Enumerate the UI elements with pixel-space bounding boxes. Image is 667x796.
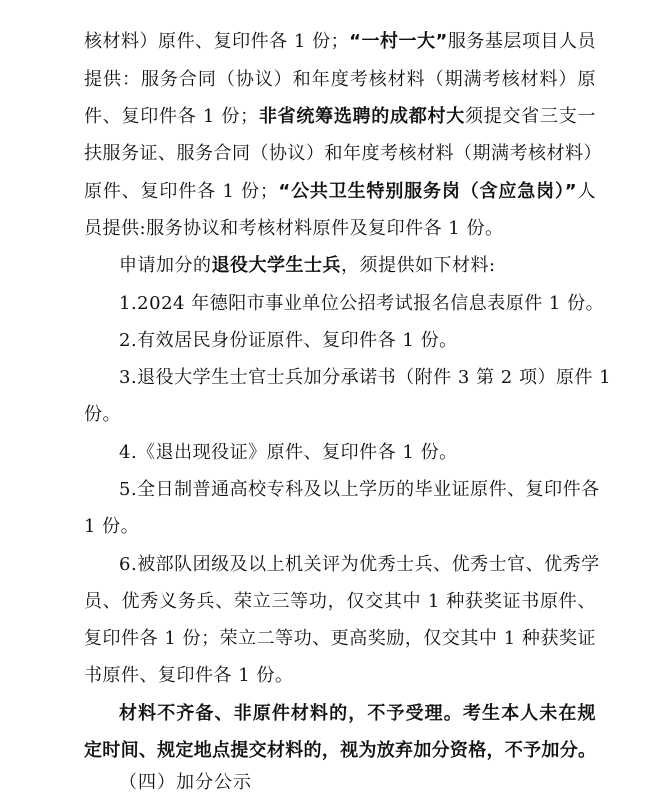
supplement-line-1 (84, 29, 596, 55)
item-6-line-2: 员、优秀义务兵、荣立三等功，仅交其中 1 种获奖证书原件、 (84, 591, 596, 612)
item-3-line-1: 3.退役大学生士官士兵加分承诺书（附件 3 第 2 项）原件 1 (119, 367, 612, 388)
supplement-line-2: 提供：服务合同（协议）和年度考核材料（期满考核材料）原 (84, 69, 596, 90)
item-1: 1.2024 年德阳市事业单位公招考试报名信息表原件 1 份。 (119, 293, 605, 314)
item-6-line-4: 书原件、复印件各 1 份。 (84, 665, 294, 686)
item-6-line-1: 6.被部队团级及以上机关评为优秀士兵、优秀士官、优秀学 (119, 554, 600, 575)
item-6-line-3: 复印件各 1 份；荣立二等功、更高奖励，仅交其中 1 种获奖证 (84, 628, 596, 649)
warning-line-2: 定时间、规定地点提交材料的，视为放弃加分资格，不予加分。 (84, 740, 596, 761)
text-segment: 须提交省三支一 (465, 106, 596, 127)
item-3-line-2: 份。 (84, 404, 121, 425)
warning-line-1: 材料不齐备、非原件材料的，不予受理。考生本人未在规 (119, 703, 596, 724)
item-2: 2.有效居民身份证原件、复印件各 1 份。 (119, 330, 458, 351)
section-heading: （四）加分公示 (119, 772, 252, 793)
text-segment: 人 (577, 181, 596, 202)
item-4: 4.《退出现役证》原件、复印件各 1 份。 (119, 442, 458, 463)
item-5-line-1: 5.全日制普通高校专科及以上学历的毕业证原件、复印件各 (119, 479, 600, 500)
bold-term-veteran-student-soldier: 退役大学生士兵 (211, 255, 341, 276)
bold-term-chengdu-village-graduate: 非省统筹选聘的成都村大 (258, 106, 466, 127)
veteran-intro (119, 253, 596, 279)
text-segment: 核材料）原件、复印件各 1 份； (84, 31, 350, 52)
bold-term-public-health-post: “公共卫生特别服务岗（含应急岗）” (278, 181, 578, 202)
bold-term-village-graduate: “一村一大” (349, 31, 448, 52)
supplement-line-4: 扶服务证、服务合同（协议）和年度考核材料（期满考核材料） (84, 143, 602, 164)
text-segment: 原件、复印件各 1 份； (84, 181, 279, 202)
text-segment: ，须提供如下材料: (341, 255, 496, 276)
item-5-line-2: 1 份。 (84, 516, 140, 537)
supplement-line-5 (84, 179, 596, 205)
text-segment: 申请加分的 (119, 255, 212, 276)
text-segment: 服务基层项目人员 (447, 31, 596, 52)
text-segment: 件、复印件各 1 份； (84, 106, 259, 127)
supplement-line-6: 员提供:服务协议和考核材料原件及复印件各 1 份。 (84, 218, 504, 239)
supplement-line-3 (84, 104, 596, 130)
